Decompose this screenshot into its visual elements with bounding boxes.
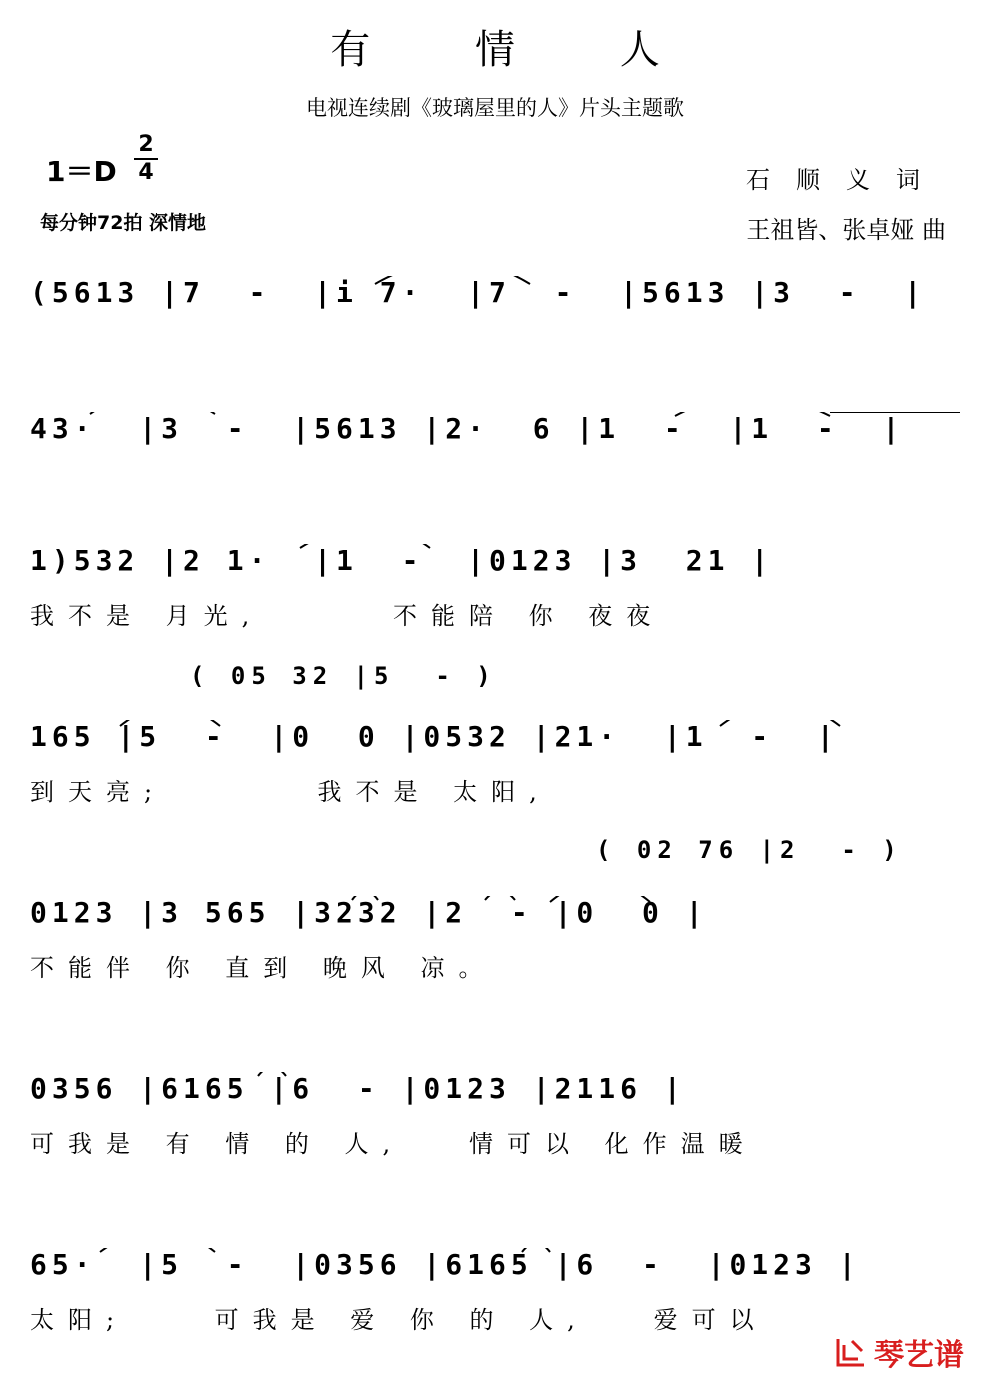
key-signature: 1＝D: [46, 155, 117, 188]
score-system-1: [30, 276, 960, 336]
tie-marks: [30, 276, 960, 336]
logo-icon: [834, 1335, 868, 1369]
cue-phrase-2: ( 02 76 |2 - ): [596, 836, 903, 864]
system-notes: 1)532 |2 1· |1 - |0123 |3 21 |: [30, 544, 774, 577]
time-signature: [134, 134, 158, 184]
system-notes: 65· |5 - |0356 |6165 |6 - |0123 |: [30, 1248, 861, 1281]
time-signature-top: 2: [138, 132, 154, 157]
song-title: 有 情 人: [330, 27, 706, 73]
time-signature-bottom: 4: [138, 160, 154, 185]
score-system-3: [30, 544, 960, 604]
lyrics-line-5: 太阳; 可我是 爱 你 的 人, 爱可以: [30, 1306, 768, 1334]
score-system-4: [30, 720, 960, 780]
score-system-2: [30, 412, 960, 472]
system-notes: 43· |3 - |5613 |2· 6 |1 - |1 - |: [30, 412, 905, 445]
score-system-5: [30, 896, 960, 956]
site-logo: [834, 1330, 964, 1374]
lyrics-line-1: 我不是 月光, 不能陪 你 夜夜: [30, 602, 665, 630]
lyrics-line-2: 到天亮; 我不是 太阳,: [30, 778, 551, 806]
tie-marks: [30, 1248, 960, 1308]
score-system-6: [30, 1072, 960, 1132]
tie-marks: [30, 412, 960, 472]
tie-marks: [30, 896, 960, 956]
system-notes: (5613 |7 - |i 7· |7 - |5613 |3 - |: [30, 276, 927, 309]
system-notes: 0356 |6165 |6 - |0123 |2116 |: [30, 1072, 686, 1105]
lyrics-line-3: 不能伴 你 直到 晚风 凉。: [30, 954, 497, 982]
score-system-7: [30, 1248, 960, 1308]
system-notes: 0123 |3 565 |3232 |2 - |0 0 |: [30, 896, 708, 929]
system-notes: 165 |5 - |0 0 |0532 |21· |1 - |: [30, 720, 839, 753]
logo-text: 琴艺谱: [874, 1338, 964, 1373]
tie-marks: [30, 720, 960, 780]
tempo-marking: 每分钟72拍 深情地: [40, 212, 207, 234]
song-subtitle: 电视连续剧《玻璃屋里的人》片头主题歌: [306, 96, 684, 120]
lyricist-credit: 石顺义词: [746, 166, 946, 194]
tie-marks: [30, 544, 960, 604]
composer-credit: 王祖皆、张卓娅 曲: [746, 216, 946, 244]
lyrics-line-4: 可我是 有 情 的 人, 情可以 化作温暖: [30, 1130, 757, 1158]
cue-phrase-1: ( 05 32 |5 - ): [190, 662, 497, 690]
tie-marks: [30, 1072, 960, 1132]
